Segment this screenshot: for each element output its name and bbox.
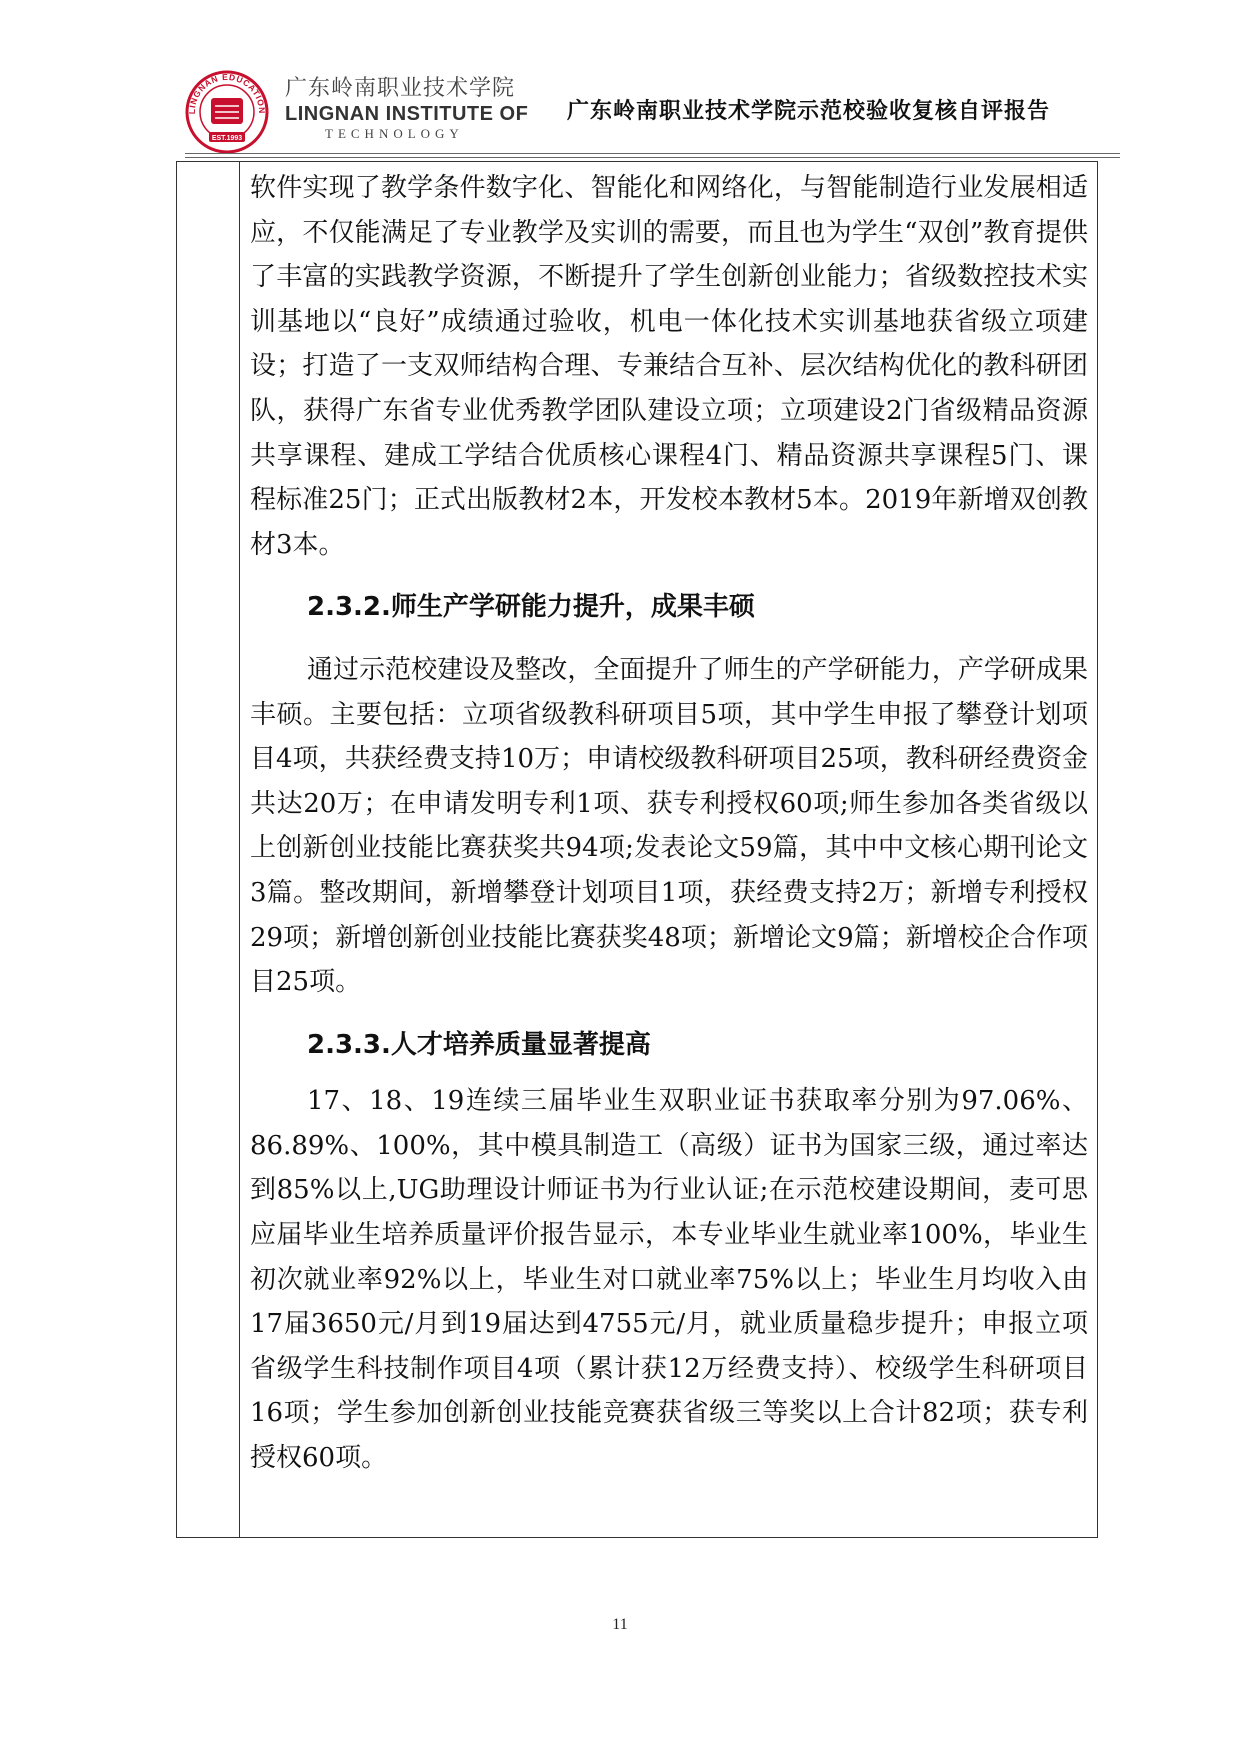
brand-name-en: LINGNAN INSTITUTE OF: [285, 103, 529, 125]
paragraph-training-resources: 软件实现了教学条件数字化、智能化和网络化，与智能制造行业发展相适应，不仅能满足了专业教学及实训的需要，而且也为学生“双创”教育提供了丰富的实践教学资源，不断提升了学生创新创业能力；省级数控技术实训基地以“良好”成绩通过验收，机电一体化技术实训基地获省级立项建设；打造了一支双师结构合理、专兼结合互补、层次结构优化的教科研团队，获得广东省专业优秀教学团队建设立项；立项建设2门省级精品资源共享课程、建成工学结合优质核心课程4门、精品资源共享课程5门、课程标准25门；正式出版教材2本，开发校本教材5本。2019年新增双创教材3本。: [250, 173, 1088, 560]
report-title: 广东岭南职业技术学院示范校验收复核自评报告: [566, 99, 1050, 124]
school-logo-icon: [185, 70, 269, 154]
header-divider: [185, 153, 1120, 154]
page-number: 11: [612, 1616, 628, 1633]
brand-block: [285, 76, 528, 142]
section-heading-2-3-2: 2.3.2.师生产学研能力提升，成果丰硕: [307, 592, 755, 623]
section-heading-2-3-3: 2.3.3.人才培养质量显著提高: [307, 1029, 651, 1060]
table-cell-content: [250, 166, 1088, 1481]
brand-name-cn: 广东岭南职业技术学院: [285, 76, 516, 101]
header-divider-secondary: [185, 157, 1120, 158]
paragraph-talent-quality: 17、18、19连续三届毕业生双职业证书获取率分别为97.06%、86.89%、100%，其中模具制造工（高级）证书为国家三级，通过率达到85%以上,UG助理设计师证书为行业认证;在示范校建设期间，麦可思应届毕业生培养质量评价报告显示，本专业毕业生就业率100%，毕业生初次就业率92%以上，毕业生对口就业率75%以上；毕业生月均收入由17届3650元/月到19届达到4755元/月，就业质量稳步提升；申报立项省级学生科技制作项目4项（累计获12万经费支持）、校级学生科研项目16项；学生参加创新创业技能竞赛获省级三等奖以上合计82项；获专利授权60项。: [250, 1086, 1088, 1474]
page-header: [185, 66, 1120, 154]
paragraph-research-achievements: 通过示范校建设及整改，全面提升了师生的产学研能力，产学研成果丰硕。主要包括：立项省级教科研项目5项，其中学生申报了攀登计划项目4项，共获经费支持10万；申请校级教科研项目25项，教科研经费资金共达20万；在申请发明专利1项、获专利授权60项;师生参加各类省级以上创新创业技能比赛获奖共94项;发表论文59篇，其中中文核心期刊论文3篇。整改期间，新增攀登计划项目1项，获经费支持2万；新增专利授权29项；新增创新创业技能比赛获奖48项；新增论文9篇；新增校企合作项目25项。: [250, 654, 1088, 998]
brand-name-en-line2: TECHNOLOGY: [325, 126, 464, 141]
logo-arc-text: LINGNAN EDUCATION: [186, 71, 268, 115]
logo-year: EST.1993: [211, 135, 243, 142]
table-column-divider: [239, 162, 240, 1537]
